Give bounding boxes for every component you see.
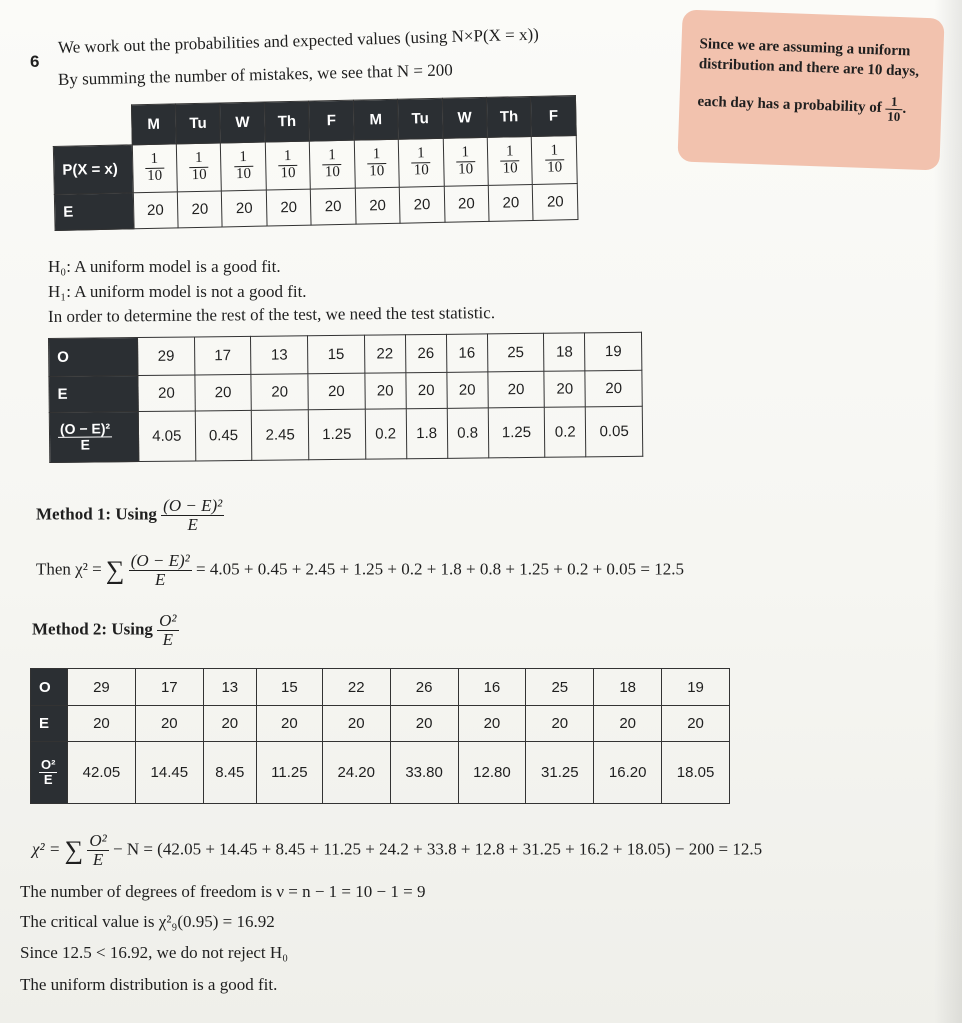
expected-cell: 20 xyxy=(533,184,578,221)
observed-cell: 13 xyxy=(251,336,308,375)
o-squared-cell: 42.05 xyxy=(68,742,136,804)
result-expression: − N = (42.05 + 14.45 + 8.45 + 11.25 + 24.2 + 33.8 + 12.8 + 31.25 + 16.2 + 18.05) − 200 = 12.5 xyxy=(112,839,763,859)
probability-den: 10 xyxy=(324,163,341,181)
observed-cell: 15 xyxy=(307,335,364,374)
degrees-of-freedom: The number of degrees of freedom is ν = n − 1 = 10 − 1 = 9 xyxy=(20,882,426,901)
contribution-row xyxy=(49,406,642,462)
o-squared-cell: 31.25 xyxy=(526,742,594,804)
day-header: F xyxy=(531,96,576,137)
observed-cell: 19 xyxy=(585,332,642,371)
probability-cell xyxy=(532,136,578,185)
contribution-label-den: E xyxy=(80,436,90,453)
expected-cell: 20 xyxy=(308,373,365,410)
contribution-cell: 0.2 xyxy=(365,409,407,459)
contribution-cell: 0.45 xyxy=(195,410,252,461)
observed-row-label: O xyxy=(49,338,138,377)
comparison: Since 12.5 < 16.92, we do not reject H₀ xyxy=(20,943,289,962)
expected-cell: 20 xyxy=(544,371,585,407)
day-header: M xyxy=(131,104,176,145)
probability-table-corner xyxy=(53,105,132,147)
probability-den: 10 xyxy=(502,160,518,177)
question-number: 6 xyxy=(30,52,40,71)
observed-row xyxy=(31,669,730,706)
expected-row xyxy=(49,370,642,412)
observed-cell: 22 xyxy=(364,335,405,373)
expected-cell: 20 xyxy=(138,375,195,412)
expected-cell: 20 xyxy=(195,374,252,411)
o-squared-row-label xyxy=(31,742,68,804)
note-line-2: distribution and there are 10 days, xyxy=(698,56,920,80)
probability-den: 10 xyxy=(280,164,296,182)
method-1-then: Then χ² = xyxy=(36,559,102,579)
probability-den: 10 xyxy=(413,162,429,179)
observed-cell: 13 xyxy=(203,669,256,706)
expected-cell: 20 xyxy=(447,372,488,408)
observed-cell: 18 xyxy=(544,333,585,371)
expected-cell: 20 xyxy=(444,185,489,222)
probability-row-label: P(X = x) xyxy=(53,145,132,195)
method-1-sum-den: E xyxy=(155,569,166,589)
contribution-cell: 1.8 xyxy=(406,408,448,458)
expected-cell: 20 xyxy=(355,187,400,224)
expected-cell: 20 xyxy=(594,706,662,742)
o-squared-row xyxy=(31,742,730,804)
method-2-frac-num: O² xyxy=(159,611,177,630)
method-1-sum-expression: = 4.05 + 0.45 + 2.45 + 1.25 + 0.2 + 1.8 + 0.8 + 1.25 + 0.2 + 0.05 = 12.5 xyxy=(196,559,684,579)
method-1-label: Method 1: Using xyxy=(36,504,157,524)
expected-cell: 20 xyxy=(133,192,178,229)
expected-row-label: E xyxy=(31,706,68,742)
expected-cell: 20 xyxy=(203,706,256,742)
result-frac-num: O² xyxy=(89,831,107,850)
method-1-fraction xyxy=(161,497,224,534)
observed-cell: 22 xyxy=(322,669,390,706)
probability-cell xyxy=(487,136,532,185)
expected-cell: 20 xyxy=(399,186,444,223)
observed-cell: 19 xyxy=(662,669,730,706)
expected-cell: 20 xyxy=(68,706,136,742)
day-header: Th xyxy=(264,101,309,142)
expected-cell: 20 xyxy=(662,706,730,742)
expected-row-label: E xyxy=(54,193,133,231)
probability-cell xyxy=(265,141,310,190)
result-frac-den: E xyxy=(92,849,104,869)
probability-num: 1 xyxy=(278,149,297,166)
method-2-frac-den: E xyxy=(162,629,174,649)
method-1-sum-fraction xyxy=(129,552,192,589)
note-line-3-text: each day has a probability of xyxy=(697,93,883,117)
contribution-cell: 4.05 xyxy=(138,411,195,462)
o-squared-cell: 8.45 xyxy=(203,742,256,804)
observed-cell: 16 xyxy=(446,334,487,372)
contribution-label-num: (O − E)² xyxy=(58,422,112,438)
chi-label: χ² = xyxy=(32,839,61,859)
method-1-frac-num: (O − E)² xyxy=(163,496,223,515)
expected-cell: 20 xyxy=(311,188,356,225)
method-1-frac-den: E xyxy=(187,514,198,534)
expected-cell: 20 xyxy=(390,706,458,742)
probability-num: 1 xyxy=(234,150,253,167)
contribution-cell: 1.25 xyxy=(308,409,365,460)
expected-cell: 20 xyxy=(222,190,267,227)
sigma-symbol: ∑ xyxy=(64,835,84,865)
probability-cell xyxy=(354,139,399,188)
observed-row xyxy=(49,332,642,376)
sigma-symbol: ∑ xyxy=(105,555,125,585)
o-squared-cell: 18.05 xyxy=(662,742,730,804)
chi-squared-table xyxy=(48,332,643,463)
expected-cell: 20 xyxy=(585,370,642,407)
note-fraction-num: 1 xyxy=(885,95,903,110)
note-line-3 xyxy=(697,88,907,124)
observed-cell: 26 xyxy=(405,334,446,372)
day-header: W xyxy=(220,102,265,143)
probability-cell xyxy=(176,143,221,192)
method-2-heading xyxy=(32,612,179,649)
expected-cell: 20 xyxy=(135,706,203,742)
o-squared-cell: 12.80 xyxy=(458,742,526,804)
probability-den: 10 xyxy=(191,166,207,184)
probability-den: 10 xyxy=(369,163,385,180)
day-header: M xyxy=(353,99,398,140)
contribution-row-label xyxy=(49,412,139,463)
day-header: Th xyxy=(486,96,531,137)
o-squared-cell: 11.25 xyxy=(256,742,322,804)
null-hypothesis: H₀: A uniform model is a good fit. xyxy=(48,257,281,276)
day-header: Tu xyxy=(398,98,443,139)
o-squared-label-num: O² xyxy=(41,757,56,773)
day-header: W xyxy=(442,97,487,138)
o-squared-cell: 14.45 xyxy=(135,742,203,804)
expected-cell: 20 xyxy=(322,706,390,742)
expected-cell: 20 xyxy=(251,374,308,411)
expected-cell: 20 xyxy=(488,371,545,408)
critical-value: The critical value is χ²₉(0.95) = 16.92 xyxy=(20,912,275,931)
note-line-1: Since we are assuming a uniform xyxy=(699,36,911,60)
probability-num: 1 xyxy=(545,144,564,161)
contribution-cell: 1.25 xyxy=(488,407,545,458)
side-note xyxy=(677,9,944,170)
probability-den: 10 xyxy=(147,167,163,185)
probability-num: 1 xyxy=(322,148,341,165)
o-squared-label-den: E xyxy=(43,772,53,787)
expected-row xyxy=(31,706,730,742)
o-squared-table xyxy=(30,668,730,804)
expected-row-label: E xyxy=(49,376,138,413)
observed-cell: 29 xyxy=(68,669,136,706)
expected-cell: 20 xyxy=(488,184,533,221)
probability-cell xyxy=(310,140,355,189)
expected-cell: 20 xyxy=(406,372,447,408)
probability-num: 1 xyxy=(411,146,430,163)
observed-row-label: O xyxy=(31,669,68,706)
probability-den: 10 xyxy=(546,159,563,176)
probability-cell xyxy=(443,137,488,186)
note-fraction xyxy=(885,95,903,124)
contribution-cell: 0.2 xyxy=(545,407,587,457)
probability-cell xyxy=(398,138,443,187)
probability-table xyxy=(52,95,579,231)
method-1-sum xyxy=(36,552,684,589)
observed-cell: 15 xyxy=(256,669,322,706)
observed-cell: 17 xyxy=(194,336,251,375)
observed-cell: 16 xyxy=(458,669,526,706)
o-squared-cell: 33.80 xyxy=(390,742,458,804)
probability-cell xyxy=(132,144,177,193)
probability-den: 10 xyxy=(235,165,252,183)
probability-num: 1 xyxy=(189,151,208,168)
method-2-fraction xyxy=(157,612,178,649)
observed-cell: 26 xyxy=(390,669,458,706)
test-statistic-intro: In order to determine the rest of the test, we need the test statistic. xyxy=(47,303,496,326)
contribution-cell: 0.8 xyxy=(447,408,489,458)
probability-den: 10 xyxy=(458,161,474,178)
method-2-label: Method 2: Using xyxy=(32,619,153,639)
expected-cell: 20 xyxy=(526,706,594,742)
observed-cell: 25 xyxy=(487,333,544,372)
probability-num: 1 xyxy=(145,152,164,169)
observed-cell: 17 xyxy=(135,669,203,706)
o-squared-cell: 24.20 xyxy=(322,742,390,804)
observed-cell: 25 xyxy=(526,669,594,706)
probability-num: 1 xyxy=(456,145,475,162)
o-squared-cell: 16.20 xyxy=(594,742,662,804)
expected-cell: 20 xyxy=(458,706,526,742)
method-1-heading xyxy=(36,497,224,534)
probability-num: 1 xyxy=(367,147,386,164)
contribution-cell: 2.45 xyxy=(252,410,309,461)
expected-cell: 20 xyxy=(365,373,406,409)
question-line-2: By summing the number of mistakes, we see that N = 200 xyxy=(57,60,453,89)
probability-cell xyxy=(221,142,266,191)
expected-cell: 20 xyxy=(256,706,322,742)
observed-cell: 18 xyxy=(594,669,662,706)
day-header: F xyxy=(309,100,354,141)
contribution-cell: 0.05 xyxy=(586,406,643,457)
question-line-1: We work out the probabilities and expected values (using N×P(X = x)) xyxy=(57,24,540,57)
note-fraction-den: 10 xyxy=(886,108,901,124)
conclusion: The uniform distribution is a good fit. xyxy=(20,975,278,994)
alternative-hypothesis: H₁: A uniform model is not a good fit. xyxy=(48,282,307,301)
result-fraction xyxy=(87,832,108,869)
expected-cell: 20 xyxy=(266,189,311,226)
method-1-sum-num: (O − E)² xyxy=(130,551,190,570)
expected-cell: 20 xyxy=(177,191,222,228)
day-header: Tu xyxy=(175,103,220,144)
chi-squared-result xyxy=(32,832,762,869)
note-end: . xyxy=(902,100,907,117)
probability-num: 1 xyxy=(500,144,519,161)
observed-cell: 29 xyxy=(138,337,195,376)
